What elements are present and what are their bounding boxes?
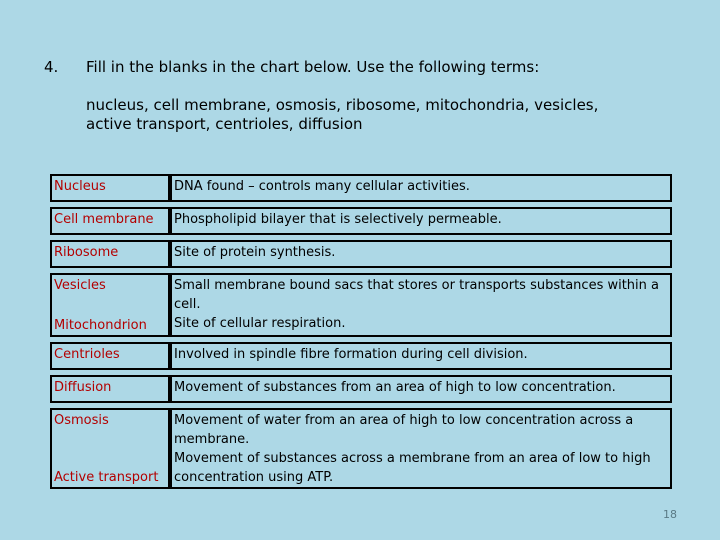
chart-row-cell-membrane: [50, 207, 672, 235]
chart-row-osmosis-active-transport: [50, 408, 672, 489]
question-number: 4.: [44, 58, 59, 76]
chart-row-vesicles-mitochondrion: [50, 273, 672, 337]
chart-row-centrioles: [50, 342, 672, 370]
description-cell: [170, 408, 672, 489]
term-cell: Ribosome: [50, 240, 170, 268]
desc-osmosis: Movement of water from an area of high to low concentration across a membrane.: [174, 413, 634, 447]
desc-mitochondrion: Site of cellular respiration.: [174, 316, 346, 331]
term-cell: Diffusion: [50, 375, 170, 403]
description-cell: [170, 273, 672, 337]
chart-row-ribosome: [50, 240, 672, 268]
term-cell: Cell membrane: [50, 207, 170, 235]
terms-line-1: nucleus, cell membrane, osmosis, ribosome, mitochondria, vesicles,: [86, 96, 599, 114]
term-cell: Nucleus: [50, 174, 170, 202]
term-mitochondrion: Mitochondrion: [54, 318, 147, 333]
description-cell: Involved in spindle fibre formation during cell division.: [170, 342, 672, 370]
term-osmosis: Osmosis: [54, 413, 109, 428]
term-vesicles: Vesicles: [54, 278, 106, 293]
desc-vesicles: Small membrane bound sacs that stores or transports substances within a cell.: [174, 278, 659, 312]
description-cell: Movement of substances from an area of high to low concentration.: [170, 375, 672, 403]
desc-active-transport: Movement of substances across a membrane from an area of low to high concentration using ATP.: [174, 451, 651, 485]
terms-line-2: active transport, centrioles, diffusion: [86, 115, 363, 133]
term-cell: [50, 273, 170, 337]
description-cell: Phospholipid bilayer that is selectively permeable.: [170, 207, 672, 235]
fill-in-chart: [50, 174, 672, 489]
page-number: 18: [663, 508, 677, 521]
question-instruction: Fill in the blanks in the chart below. Use the following terms:: [86, 58, 540, 76]
description-cell: Site of protein synthesis.: [170, 240, 672, 268]
term-active-transport: Active transport: [54, 470, 159, 485]
term-cell: [50, 408, 170, 489]
description-cell: DNA found – controls many cellular activities.: [170, 174, 672, 202]
chart-row-nucleus: [50, 174, 672, 202]
terms-list: [86, 96, 686, 134]
term-cell: Centrioles: [50, 342, 170, 370]
chart-row-diffusion: [50, 375, 672, 403]
